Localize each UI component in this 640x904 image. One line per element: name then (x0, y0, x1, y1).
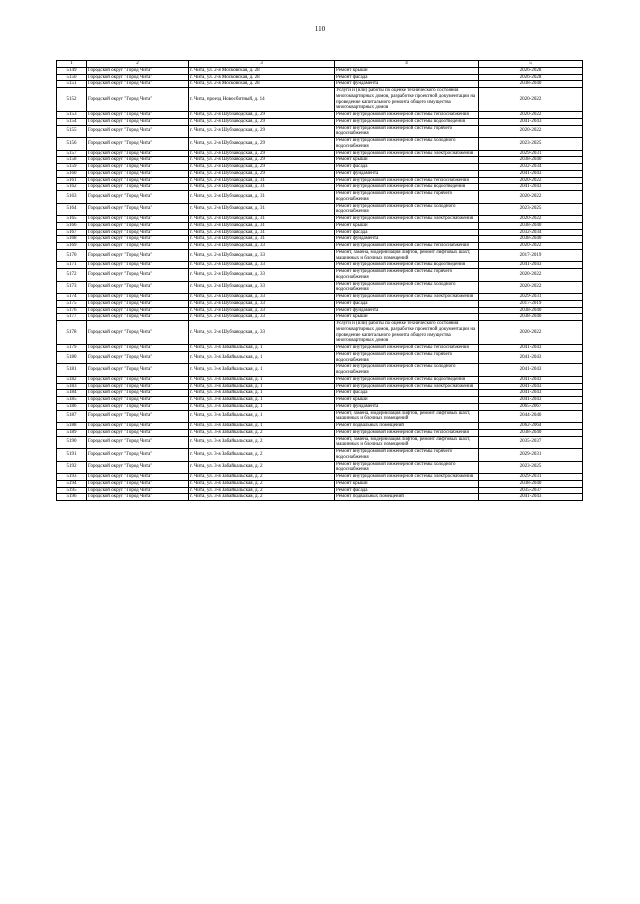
period-cell: 2020-2022 (479, 269, 583, 282)
address-cell: г. Чита, ул. 3-я Забайкальская, д. 1 (189, 397, 335, 404)
period-cell: 2026-2028 (479, 74, 583, 81)
work-type-cell: Ремонт крыши (335, 222, 479, 229)
row-number-cell: 5170 (57, 249, 87, 262)
address-cell: г. Чита, ул. 3-я Забайкальская, д. 1 (189, 410, 335, 423)
table-row (57, 249, 583, 262)
municipality-cell: Городской округ "Город Чита" (87, 177, 189, 184)
address-cell: г. Чита, ул. 2-я Шубзаводская, д. 33 (189, 269, 335, 282)
table-row (57, 164, 583, 171)
period-cell: 2020-2022 (479, 216, 583, 223)
address-cell: г. Чита, ул. 2-я Шубзаводская, д. 33 (189, 321, 335, 345)
work-type-cell: Ремонт крыши (335, 480, 479, 487)
row-number-cell: 5169 (57, 243, 87, 250)
column-header: 1 (57, 61, 87, 68)
address-cell: г. Чита, ул. 2-я Шубзаводская, д. 33 (189, 307, 335, 314)
work-type-cell: Ремонт внутридомовой инженерной системы теплоснабжения (335, 429, 479, 436)
municipality-cell: Городской округ "Город Чита" (87, 461, 189, 474)
work-type-cell: Ремонт крыши (335, 157, 479, 164)
row-number-cell: 5171 (57, 262, 87, 269)
table-row (57, 177, 583, 184)
period-cell: 2020-2022 (479, 112, 583, 119)
municipality-cell: Городской округ "Город Чита" (87, 449, 189, 462)
table-row (57, 364, 583, 377)
municipality-cell: Городской округ "Город Чита" (87, 150, 189, 157)
table-row (57, 229, 583, 236)
table-row (57, 474, 583, 481)
table-row (57, 494, 583, 501)
address-cell: г. Чита, ул. 2-я Шубзаводская, д. 31 (189, 236, 335, 243)
page-number: 110 (314, 25, 326, 33)
period-cell: 2029-2031 (479, 449, 583, 462)
period-cell: 2041-2043 (479, 364, 583, 377)
municipality-cell: Городской округ "Город Чита" (87, 300, 189, 307)
period-cell: 2038-2040 (479, 81, 583, 88)
municipality-cell: Городской округ "Город Чита" (87, 383, 189, 390)
work-type-cell: Ремонт внутридомовой инженерной системы горячего водоснабжения (335, 191, 479, 204)
address-cell: г. Чита, ул. 2-я Шубзаводская, д. 29 (189, 164, 335, 171)
table-row (57, 191, 583, 204)
table-header-row (57, 61, 583, 68)
row-number-cell: 5178 (57, 321, 87, 345)
municipality-cell: Городской округ "Город Чита" (87, 429, 189, 436)
municipality-cell: Городской округ "Город Чита" (87, 345, 189, 352)
work-type-cell: Ремонт внутридомовой инженерной системы теплоснабжения (335, 243, 479, 250)
row-number-cell: 5180 (57, 351, 87, 364)
address-cell: г. Чита, ул. 2-я Шубзаводская, д. 33 (189, 314, 335, 321)
period-cell: 2041-2043 (479, 351, 583, 364)
table-row (57, 321, 583, 345)
address-cell: г. Чита, ул. 2-я Московская, д. 28 (189, 81, 335, 88)
municipality-cell: Городской округ "Город Чита" (87, 364, 189, 377)
row-number-cell: 5188 (57, 423, 87, 430)
table-row (57, 376, 583, 383)
work-type-cell: Ремонт внутридомовой инженерной системы теплоснабжения (335, 345, 479, 352)
period-cell: 2038-2040 (479, 429, 583, 436)
work-type-cell: Ремонт внутридомовой инженерной системы водоотведения (335, 262, 479, 269)
municipality-cell: Городской округ "Город Чита" (87, 243, 189, 250)
table-row (57, 236, 583, 243)
municipality-cell: Городской округ "Город Чита" (87, 157, 189, 164)
table-row (57, 150, 583, 157)
period-cell: 2029-2031 (479, 294, 583, 301)
work-type-cell: Ремонт фасада (335, 229, 479, 236)
municipality-cell: Городской округ "Город Чита" (87, 480, 189, 487)
table-row (57, 118, 583, 125)
work-type-cell: Ремонт подвальных помещений (335, 494, 479, 501)
row-number-cell: 5150 (57, 74, 87, 81)
work-type-cell: Ремонт внутридомовой инженерной системы холодного водоснабжения (335, 138, 479, 151)
address-cell: г. Чита, ул. 3-я Забайкальская, д. 2 (189, 436, 335, 449)
period-cell: 2023-2025 (479, 138, 583, 151)
work-type-cell: Ремонт фундамента (335, 403, 479, 410)
period-cell: 2041-2043 (479, 390, 583, 397)
period-cell: 2029-2031 (479, 474, 583, 481)
repair-schedule-table (56, 60, 583, 501)
municipality-cell: Городской округ "Город Чита" (87, 216, 189, 223)
municipality-cell: Городской округ "Город Чита" (87, 262, 189, 269)
row-number-cell: 5175 (57, 300, 87, 307)
table-row (57, 351, 583, 364)
work-type-cell: Ремонт, замена, модернизация лифтов, ремонт лифтовых шахт, машинных и блочных помещений (335, 249, 479, 262)
row-number-cell: 5165 (57, 216, 87, 223)
period-cell: 2038-2040 (479, 157, 583, 164)
work-type-cell: Ремонт фундамента (335, 307, 479, 314)
table-row (57, 281, 583, 294)
address-cell: г. Чита, ул. 2-я Шубзаводская, д. 29 (189, 138, 335, 151)
row-number-cell: 5177 (57, 314, 87, 321)
municipality-cell: Городской округ "Город Чита" (87, 88, 189, 112)
table-row (57, 203, 583, 216)
municipality-cell: Городской округ "Город Чита" (87, 494, 189, 501)
address-cell: г. Чита, ул. 2-я Московская, д. 28 (189, 74, 335, 81)
table-row (57, 461, 583, 474)
table-row (57, 410, 583, 423)
address-cell: г. Чита, ул. 2-я Шубзаводская, д. 31 (189, 203, 335, 216)
row-number-cell: 5157 (57, 150, 87, 157)
work-type-cell: Ремонт внутридомовой инженерной системы теплоснабжения (335, 112, 479, 119)
work-type-cell: Услуги и (или) работы по оценке технического состояния многоквартирных домов, разработке проектной документации на проведение капитального ремонта общего имущества многоквартирных домов (335, 88, 479, 112)
row-number-cell: 5176 (57, 307, 87, 314)
row-number-cell: 5166 (57, 222, 87, 229)
table-row (57, 480, 583, 487)
table-row (57, 449, 583, 462)
period-cell: 2020-2022 (479, 281, 583, 294)
address-cell: г. Чита, ул. 3-я Забайкальская, д. 2 (189, 494, 335, 501)
address-cell: г. Чита, ул. 2-я Шубзаводская, д. 29 (189, 118, 335, 125)
period-cell: 2044-2046 (479, 410, 583, 423)
address-cell: г. Чита, ул. 3-я Забайкальская, д. 1 (189, 403, 335, 410)
work-type-cell: Ремонт фундамента (335, 81, 479, 88)
work-type-cell: Ремонт внутридомовой инженерной системы горячего водоснабжения (335, 269, 479, 282)
row-number-cell: 5174 (57, 294, 87, 301)
row-number-cell: 5192 (57, 461, 87, 474)
period-cell: 2038-2040 (479, 314, 583, 321)
address-cell: г. Чита, ул. 2-я Шубзаводская, д. 33 (189, 262, 335, 269)
work-type-cell: Ремонт внутридомовой инженерной системы горячего водоснабжения (335, 351, 479, 364)
address-cell: г. Чита, ул. 3-я Забайкальская, д. 2 (189, 429, 335, 436)
address-cell: г. Чита, ул. 2-я Шубзаводская, д. 29 (189, 170, 335, 177)
period-cell: 2041-2043 (479, 184, 583, 191)
table-row (57, 397, 583, 404)
period-cell: 2020-2022 (479, 191, 583, 204)
address-cell: г. Чита, ул. 2-я Шубзаводская, д. 31 (189, 191, 335, 204)
row-number-cell: 5193 (57, 474, 87, 481)
address-cell: г. Чита, ул. 3-я Забайкальская, д. 2 (189, 474, 335, 481)
column-header: 2 (87, 61, 189, 68)
municipality-cell: Городской округ "Город Чита" (87, 191, 189, 204)
table-row (57, 294, 583, 301)
table-row (57, 269, 583, 282)
row-number-cell: 5183 (57, 383, 87, 390)
address-cell: г. Чита, ул. 2-я Шубзаводская, д. 29 (189, 112, 335, 119)
column-header: 5 (479, 61, 583, 68)
table-row (57, 262, 583, 269)
address-cell: г. Чита, ул. 2-я Шубзаводская, д. 31 (189, 229, 335, 236)
municipality-cell: Городской округ "Город Чита" (87, 376, 189, 383)
row-number-cell: 5194 (57, 480, 87, 487)
work-type-cell: Ремонт внутридомовой инженерной системы холодного водоснабжения (335, 203, 479, 216)
table-row (57, 216, 583, 223)
row-number-cell: 5189 (57, 429, 87, 436)
column-header: 4 (335, 61, 479, 68)
period-cell: 2026-2028 (479, 67, 583, 74)
municipality-cell: Городской округ "Город Чита" (87, 222, 189, 229)
work-type-cell: Ремонт внутридомовой инженерной системы холодного водоснабжения (335, 281, 479, 294)
period-cell: 2041-2043 (479, 262, 583, 269)
address-cell: г. Чита, ул. 3-я Забайкальская, д. 2 (189, 480, 335, 487)
work-type-cell: Ремонт фасада (335, 487, 479, 494)
table-row (57, 300, 583, 307)
municipality-cell: Городской округ "Город Чита" (87, 81, 189, 88)
period-cell: 2041-2043 (479, 170, 583, 177)
municipality-cell: Городской округ "Город Чита" (87, 203, 189, 216)
row-number-cell: 5154 (57, 118, 87, 125)
work-type-cell: Ремонт внутридомовой инженерной системы водоотведения (335, 184, 479, 191)
table-row (57, 81, 583, 88)
work-type-cell: Ремонт, замена, модернизация лифтов, ремонт лифтовых шахт, машинных и блочных помещений (335, 436, 479, 449)
row-number-cell: 5156 (57, 138, 87, 151)
table-row (57, 307, 583, 314)
municipality-cell: Городской округ "Город Чита" (87, 390, 189, 397)
work-type-cell: Ремонт фасада (335, 74, 479, 81)
work-type-cell: Ремонт внутридомовой инженерной системы электроснабжения (335, 474, 479, 481)
municipality-cell: Городской округ "Город Чита" (87, 423, 189, 430)
address-cell: г. Чита, ул. 3-я Забайкальская, д. 2 (189, 487, 335, 494)
municipality-cell: Городской округ "Город Чита" (87, 164, 189, 171)
work-type-cell: Ремонт фундамента (335, 170, 479, 177)
municipality-cell: Городской округ "Город Чита" (87, 403, 189, 410)
row-number-cell: 5173 (57, 281, 87, 294)
address-cell: г. Чита, ул. 3-я Забайкальская, д. 2 (189, 461, 335, 474)
row-number-cell: 5163 (57, 191, 87, 204)
row-number-cell: 5162 (57, 184, 87, 191)
municipality-cell: Городской округ "Город Чита" (87, 112, 189, 119)
table-row (57, 345, 583, 352)
period-cell: 2041-2043 (479, 494, 583, 501)
period-cell: 2038-2040 (479, 480, 583, 487)
municipality-cell: Городской округ "Город Чита" (87, 184, 189, 191)
table-row (57, 184, 583, 191)
table-row (57, 170, 583, 177)
municipality-cell: Городской округ "Город Чита" (87, 74, 189, 81)
municipality-cell: Городской округ "Город Чита" (87, 410, 189, 423)
table-row (57, 403, 583, 410)
municipality-cell: Городской округ "Город Чита" (87, 118, 189, 125)
period-cell: 2038-2040 (479, 222, 583, 229)
municipality-cell: Городской округ "Город Чита" (87, 397, 189, 404)
column-header: 3 (189, 61, 335, 68)
municipality-cell: Городской округ "Город Чита" (87, 170, 189, 177)
work-type-cell: Ремонт внутридомовой инженерной системы электроснабжения (335, 150, 479, 157)
period-cell: 2062-2064 (479, 423, 583, 430)
address-cell: г. Чита, ул. 3-я Забайкальская, д. 1 (189, 423, 335, 430)
period-cell: 2038-2040 (479, 236, 583, 243)
work-type-cell: Ремонт внутридомовой инженерной системы электроснабжения (335, 216, 479, 223)
work-type-cell: Ремонт фасада (335, 390, 479, 397)
table-row (57, 88, 583, 112)
period-cell: 2023-2025 (479, 203, 583, 216)
table-row (57, 67, 583, 74)
period-cell: 2023-2025 (479, 461, 583, 474)
row-number-cell: 5155 (57, 125, 87, 138)
municipality-cell: Городской округ "Город Чита" (87, 67, 189, 74)
row-number-cell: 5186 (57, 403, 87, 410)
period-cell: 2020-2022 (479, 88, 583, 112)
table-row (57, 383, 583, 390)
period-cell: 2041-2043 (479, 397, 583, 404)
work-type-cell: Ремонт внутридомовой инженерной системы теплоснабжения (335, 177, 479, 184)
row-number-cell: 5149 (57, 67, 87, 74)
period-cell: 2065-2067 (479, 403, 583, 410)
row-number-cell: 5196 (57, 494, 87, 501)
work-type-cell: Ремонт, замена, модернизация лифтов, ремонт лифтовых шахт, машинных и блочных помещений (335, 410, 479, 423)
table-row (57, 423, 583, 430)
table-row (57, 112, 583, 119)
address-cell: г. Чита, ул. 2-я Шубзаводская, д. 33 (189, 300, 335, 307)
row-number-cell: 5160 (57, 170, 87, 177)
table-row (57, 436, 583, 449)
period-cell: 2017-2019 (479, 300, 583, 307)
work-type-cell: Ремонт фундамента (335, 236, 479, 243)
period-cell: 2038-2040 (479, 307, 583, 314)
row-number-cell: 5191 (57, 449, 87, 462)
row-number-cell: 5182 (57, 376, 87, 383)
work-type-cell: Ремонт внутридомовой инженерной системы водоотведения (335, 376, 479, 383)
table-row (57, 487, 583, 494)
municipality-cell: Городской округ "Город Чита" (87, 229, 189, 236)
work-type-cell: Ремонт внутридомовой инженерной системы холодного водоснабжения (335, 364, 479, 377)
table-row (57, 429, 583, 436)
address-cell: г. Чита, ул. 2-я Шубзаводская, д. 31 (189, 222, 335, 229)
table-row (57, 125, 583, 138)
address-cell: г. Чита, ул. 2-я Московская, д. 28 (189, 67, 335, 74)
municipality-cell: Городской округ "Город Чита" (87, 236, 189, 243)
table-row (57, 243, 583, 250)
period-cell: 2041-2043 (479, 376, 583, 383)
row-number-cell: 5158 (57, 157, 87, 164)
municipality-cell: Городской округ "Город Чита" (87, 307, 189, 314)
work-type-cell: Ремонт крыши (335, 314, 479, 321)
address-cell: г. Чита, ул. 3-я Забайкальская, д. 1 (189, 351, 335, 364)
work-type-cell: Ремонт подвальных помещений (335, 423, 479, 430)
period-cell: 2020-2022 (479, 177, 583, 184)
address-cell: г. Чита, ул. 3-я Забайкальская, д. 2 (189, 449, 335, 462)
row-number-cell: 5190 (57, 436, 87, 449)
municipality-cell: Городской округ "Город Чита" (87, 321, 189, 345)
work-type-cell: Ремонт внутридомовой инженерной системы электроснабжения (335, 383, 479, 390)
address-cell: г. Чита, ул. 2-я Шубзаводская, д. 29 (189, 157, 335, 164)
municipality-cell: Городской округ "Город Чита" (87, 487, 189, 494)
address-cell: г. Чита, ул. 3-я Забайкальская, д. 1 (189, 383, 335, 390)
row-number-cell: 5184 (57, 390, 87, 397)
period-cell: 2041-2043 (479, 118, 583, 125)
address-cell: г. Чита, ул. 2-я Шубзаводская, д. 31 (189, 184, 335, 191)
work-type-cell: Ремонт внутридомовой инженерной системы водоотведения (335, 118, 479, 125)
row-number-cell: 5159 (57, 164, 87, 171)
address-cell: г. Чита, ул. 3-я Забайкальская, д. 1 (189, 390, 335, 397)
period-cell: 2035-2037 (479, 487, 583, 494)
work-type-cell: Ремонт внутридомовой инженерной системы горячего водоснабжения (335, 449, 479, 462)
row-number-cell: 5185 (57, 397, 87, 404)
address-cell: г. Чита, ул. 2-я Шубзаводская, д. 31 (189, 216, 335, 223)
period-cell: 2032-2034 (479, 164, 583, 171)
municipality-cell: Городской округ "Город Чита" (87, 351, 189, 364)
municipality-cell: Городской округ "Город Чита" (87, 269, 189, 282)
municipality-cell: Городской округ "Город Чита" (87, 281, 189, 294)
address-cell: г. Чита, проезд Новосбитный, д. 14 (189, 88, 335, 112)
address-cell: г. Чита, ул. 3-я Забайкальская, д. 1 (189, 376, 335, 383)
table-row (57, 157, 583, 164)
work-type-cell: Ремонт фасада (335, 300, 479, 307)
work-type-cell: Услуги и (или) работы по оценке технического состояния многоквартирных домов, разработке проектной документации на проведение капитального ремонта общего имущества многоквартирных домов (335, 321, 479, 345)
row-number-cell: 5153 (57, 112, 87, 119)
table-row (57, 314, 583, 321)
row-number-cell: 5168 (57, 236, 87, 243)
row-number-cell: 5167 (57, 229, 87, 236)
period-cell: 2041-2043 (479, 345, 583, 352)
period-cell: 2035-2037 (479, 436, 583, 449)
municipality-cell: Городской округ "Город Чита" (87, 474, 189, 481)
address-cell: г. Чита, ул. 2-я Шубзаводская, д. 29 (189, 125, 335, 138)
address-cell: г. Чита, ул. 2-я Шубзаводская, д. 33 (189, 294, 335, 301)
row-number-cell: 5179 (57, 345, 87, 352)
table-row (57, 222, 583, 229)
municipality-cell: Городской округ "Город Чита" (87, 125, 189, 138)
address-cell: г. Чита, ул. 3-я Забайкальская, д. 1 (189, 364, 335, 377)
period-cell: 2041-2043 (479, 383, 583, 390)
address-cell: г. Чита, ул. 2-я Шубзаводская, д. 29 (189, 150, 335, 157)
work-type-cell: Ремонт крыши (335, 67, 479, 74)
work-type-cell: Ремонт фасада (335, 164, 479, 171)
municipality-cell: Городской округ "Город Чита" (87, 249, 189, 262)
address-cell: г. Чита, ул. 2-я Шубзаводская, д. 33 (189, 243, 335, 250)
row-number-cell: 5152 (57, 88, 87, 112)
address-cell: г. Чита, ул. 3-я Забайкальская, д. 1 (189, 345, 335, 352)
row-number-cell: 5181 (57, 364, 87, 377)
table-row (57, 390, 583, 397)
municipality-cell: Городской округ "Город Чита" (87, 138, 189, 151)
work-type-cell: Ремонт внутридомовой инженерной системы горячего водоснабжения (335, 125, 479, 138)
work-type-cell: Ремонт крыши (335, 397, 479, 404)
row-number-cell: 5151 (57, 81, 87, 88)
period-cell: 2017-2019 (479, 249, 583, 262)
work-type-cell: Ремонт внутридомовой инженерной системы электроснабжения (335, 294, 479, 301)
period-cell: 2032-2034 (479, 229, 583, 236)
row-number-cell: 5164 (57, 203, 87, 216)
period-cell: 2029-2031 (479, 150, 583, 157)
municipality-cell: Городской округ "Город Чита" (87, 294, 189, 301)
period-cell: 2020-2022 (479, 125, 583, 138)
row-number-cell: 5172 (57, 269, 87, 282)
address-cell: г. Чита, ул. 2-я Шубзаводская, д. 33 (189, 281, 335, 294)
address-cell: г. Чита, ул. 2-я Шубзаводская, д. 31 (189, 177, 335, 184)
row-number-cell: 5187 (57, 410, 87, 423)
work-type-cell: Ремонт внутридомовой инженерной системы холодного водоснабжения (335, 461, 479, 474)
row-number-cell: 5161 (57, 177, 87, 184)
address-cell: г. Чита, ул. 2-я Шубзаводская, д. 33 (189, 249, 335, 262)
table-row (57, 138, 583, 151)
municipality-cell: Городской округ "Город Чита" (87, 436, 189, 449)
municipality-cell: Городской округ "Город Чита" (87, 314, 189, 321)
period-cell: 2020-2022 (479, 321, 583, 345)
table-row (57, 74, 583, 81)
row-number-cell: 5195 (57, 487, 87, 494)
period-cell: 2020-2022 (479, 243, 583, 250)
